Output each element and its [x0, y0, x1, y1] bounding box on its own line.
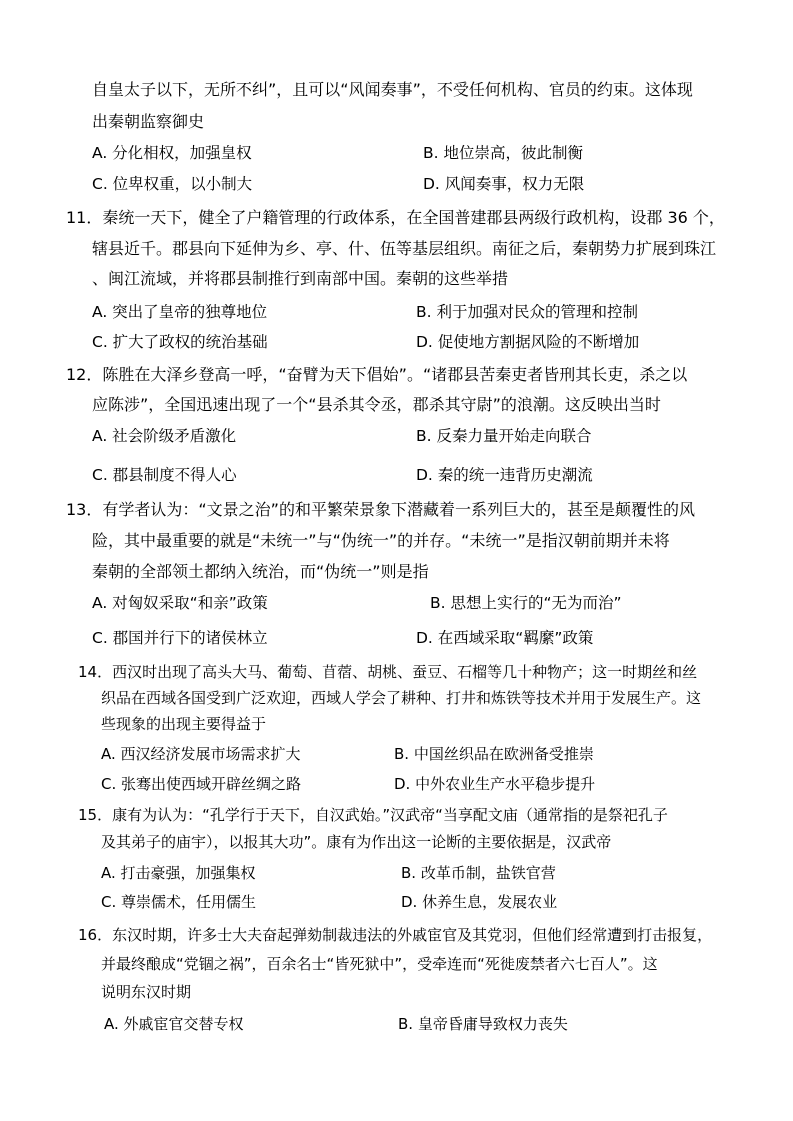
- q10-stem-line-2: 出秦朝监察御史: [92, 112, 205, 131]
- q14-option-d: D. 中外农业生产水平稳步提升: [394, 775, 596, 793]
- q15-option-d: D. 休养生息，发展农业: [401, 893, 558, 911]
- q13-option-b: B. 思想上实行的“无为而治”: [430, 594, 622, 612]
- q12-option-b: B. 反秦力量开始走向联合: [416, 427, 592, 445]
- q15-option-c: C. 尊崇儒术，任用儒生: [101, 893, 257, 911]
- q13-stem-line-1: 13．有学者认为：“文景之治”的和平繁荣景象下潜藏着一系列巨大的，甚至是颠覆性的风: [66, 500, 695, 519]
- q11-option-c: C. 扩大了政权的统治基础: [92, 333, 268, 351]
- q15-stem-line-1: 15．康有为认为：“孔学行于天下，自汉武始。”汉武帝“当享配文庙（通常指的是祭祀孔子: [78, 806, 668, 824]
- q16-option-a: A. 外戚宦官交替专权: [104, 1015, 244, 1033]
- q12-option-d: D. 秦的统一违背历史潮流: [416, 466, 593, 484]
- q14-stem-line-1: 14．西汉时出现了高头大马、葡萄、苜蓿、胡桃、蚕豆、石榴等几十种物产；这一时期丝和丝: [78, 663, 698, 681]
- q16-option-b: B. 皇帝昏庸导致权力丧失: [398, 1015, 568, 1033]
- q11-option-d: D. 促使地方割据风险的不断增加: [416, 333, 640, 351]
- q16-stem-line-1: 16．东汉时期，许多士大夫奋起弹劾制裁违法的外戚宦官及其党羽，但他们经常遭到打击报复，: [78, 926, 713, 944]
- q13-option-c: C. 郡国并行下的诸侯林立: [92, 629, 268, 647]
- q11-stem-line-2: 辖县近千。郡县向下延伸为乡、亭、什、伍等基层组织。南征之后，秦朝势力扩展到珠江: [92, 239, 717, 258]
- q12-option-c: C. 郡县制度不得人心: [92, 466, 237, 484]
- q13-option-a: A. 对匈奴采取“和亲”政策: [92, 594, 268, 612]
- q14-option-b: B. 中国丝织品在欧洲备受推崇: [394, 745, 594, 763]
- q16-stem-line-2: 并最终酿成“党锢之祸”，百余名士“皆死狱中”，受牵连而“死徙废禁者六七百人”。这: [101, 955, 658, 973]
- q14-option-a: A. 西汉经济发展市场需求扩大: [101, 745, 301, 763]
- q16-stem-line-3: 说明东汉时期: [101, 983, 192, 1001]
- q12-stem-line-1: 12．陈胜在大泽乡登高一呼，“奋臂为天下倡始”。“诸郡县苦秦吏者皆刑其长吏，杀之以: [66, 365, 688, 384]
- q11-option-a: A. 突出了皇帝的独尊地位: [92, 303, 268, 321]
- q10-option-a: A. 分化相权，加强皇权: [92, 144, 252, 162]
- q14-option-c: C. 张骞出使西域开辟丝绸之路: [101, 775, 302, 793]
- q11-stem-line-3: 、闽江流域，并将郡县制推行到南部中国。秦朝的这些举措: [92, 269, 509, 288]
- q11-option-b: B. 利于加强对民众的管理和控制: [416, 303, 638, 321]
- q14-stem-line-2: 织品在西域各国受到广泛欢迎，西域人学会了耕种、打井和炼铁等技术并用于发展生产。这: [101, 689, 702, 707]
- q10-option-d: D. 风闻奏事，权力无限: [423, 175, 585, 193]
- q13-stem-line-3: 秦朝的全部领土都纳入统治，而“伪统一”则是指: [92, 562, 429, 581]
- q11-stem-line-1: 11．秦统一天下，健全了户籍管理的行政体系，在全国普建郡县两级行政机构，设郡 36 个，: [66, 208, 725, 227]
- q13-stem-line-2: 险，其中最重要的就是“未统一”与“伪统一”的并存。“未统一”是指汉朝前期并未将: [92, 531, 670, 550]
- q10-option-c: C. 位卑权重，以小制大: [92, 175, 253, 193]
- q12-stem-line-2: 应陈涉”，全国迅速出现了一个“县杀其令丞，郡杀其守尉”的浪潮。这反映出当时: [92, 395, 661, 414]
- q13-option-d: D. 在西域采取“羁縻”政策: [416, 629, 594, 647]
- q10-stem-line-1: 自皇太子以下，无所不纠”，且可以“风闻奏事”，不受任何机构、官员的约束。这体现: [92, 80, 693, 99]
- q15-stem-line-2: 及其弟子的庙宇），以报其大功”。康有为作出这一论断的主要依据是，汉武帝: [101, 833, 612, 851]
- q15-option-a: A. 打击豪强，加强集权: [101, 864, 256, 882]
- q15-option-b: B. 改革币制，盐铁官营: [401, 864, 556, 882]
- q10-option-b: B. 地位崇高，彼此制衡: [423, 144, 583, 162]
- q14-stem-line-3: 些现象的出现主要得益于: [101, 715, 267, 733]
- q12-option-a: A. 社会阶级矛盾激化: [92, 427, 237, 445]
